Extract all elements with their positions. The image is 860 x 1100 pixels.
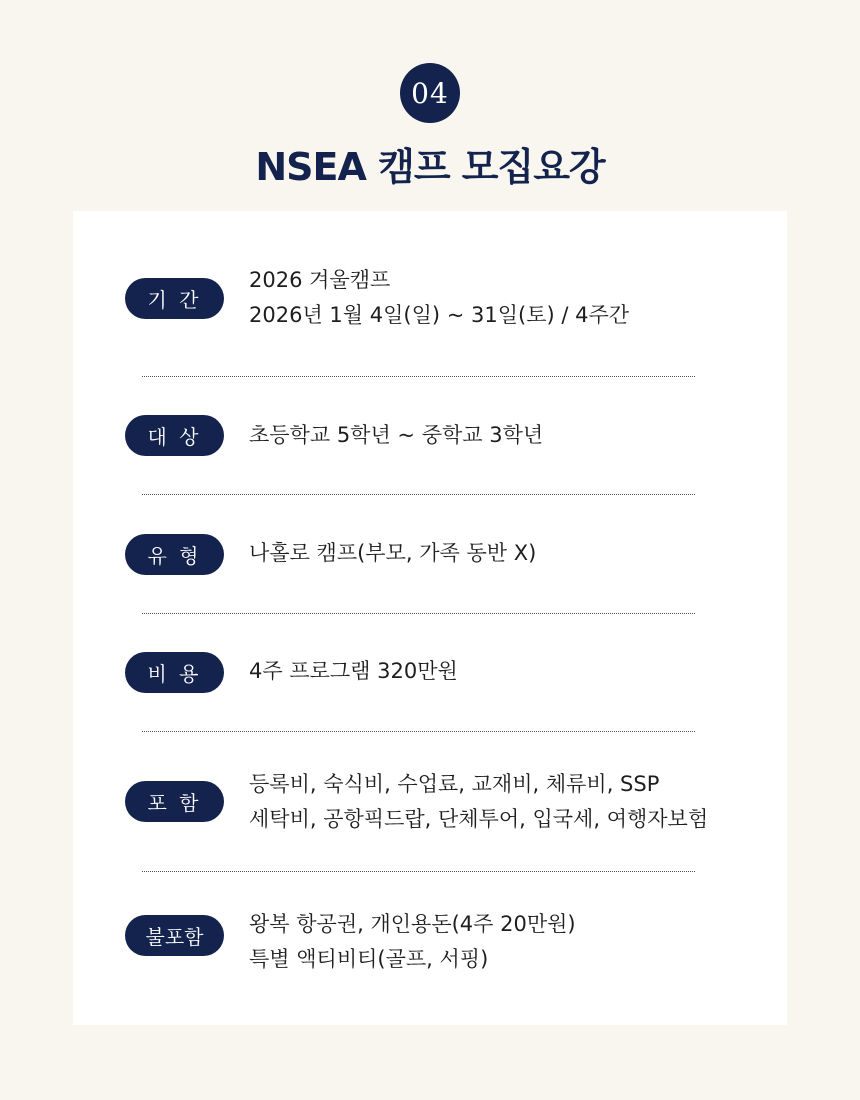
page-title: NSEA 캠프 모집요강	[255, 145, 605, 189]
type-label: 유 형	[125, 534, 224, 575]
period-line-1: 2026 겨울캠프	[249, 268, 391, 292]
target-value	[249, 418, 543, 453]
included-line-2: 세탁비, 공항픽드랍, 단체투어, 입국세, 여행자보험	[249, 807, 709, 831]
excluded-line-2: 특별 액티비티(골프, 서핑)	[249, 947, 489, 971]
period-label: 기 간	[125, 278, 224, 319]
divider	[142, 613, 695, 614]
excluded-value	[249, 907, 576, 977]
period-value	[249, 263, 629, 333]
cost-line-1: 4주 프로그램 320만원	[249, 659, 458, 683]
excluded-line-1: 왕복 항공권, 개인용돈(4주 20만원)	[249, 912, 576, 936]
divider	[142, 871, 695, 872]
excluded-label: 불포함	[125, 915, 224, 956]
included-label: 포 함	[125, 781, 224, 822]
section-number-badge	[400, 63, 460, 123]
type-line-1: 나홀로 캠프(부모, 가족 동반 X)	[249, 541, 537, 565]
type-value	[249, 536, 536, 571]
section-number: 04	[411, 76, 449, 110]
target-line-1: 초등학교 5학년 ~ 중학교 3학년	[249, 423, 544, 447]
period-line-2: 2026년 1월 4일(일) ~ 31일(토) / 4주간	[249, 303, 630, 327]
info-card	[73, 211, 787, 1025]
target-label: 대 상	[125, 415, 224, 456]
divider	[142, 494, 695, 495]
divider	[142, 376, 695, 377]
divider	[142, 731, 695, 732]
included-value	[249, 767, 708, 837]
included-line-1: 등록비, 숙식비, 수업료, 교재비, 체류비, SSP	[249, 772, 660, 796]
cost-label: 비 용	[125, 652, 224, 693]
cost-value	[249, 654, 458, 689]
